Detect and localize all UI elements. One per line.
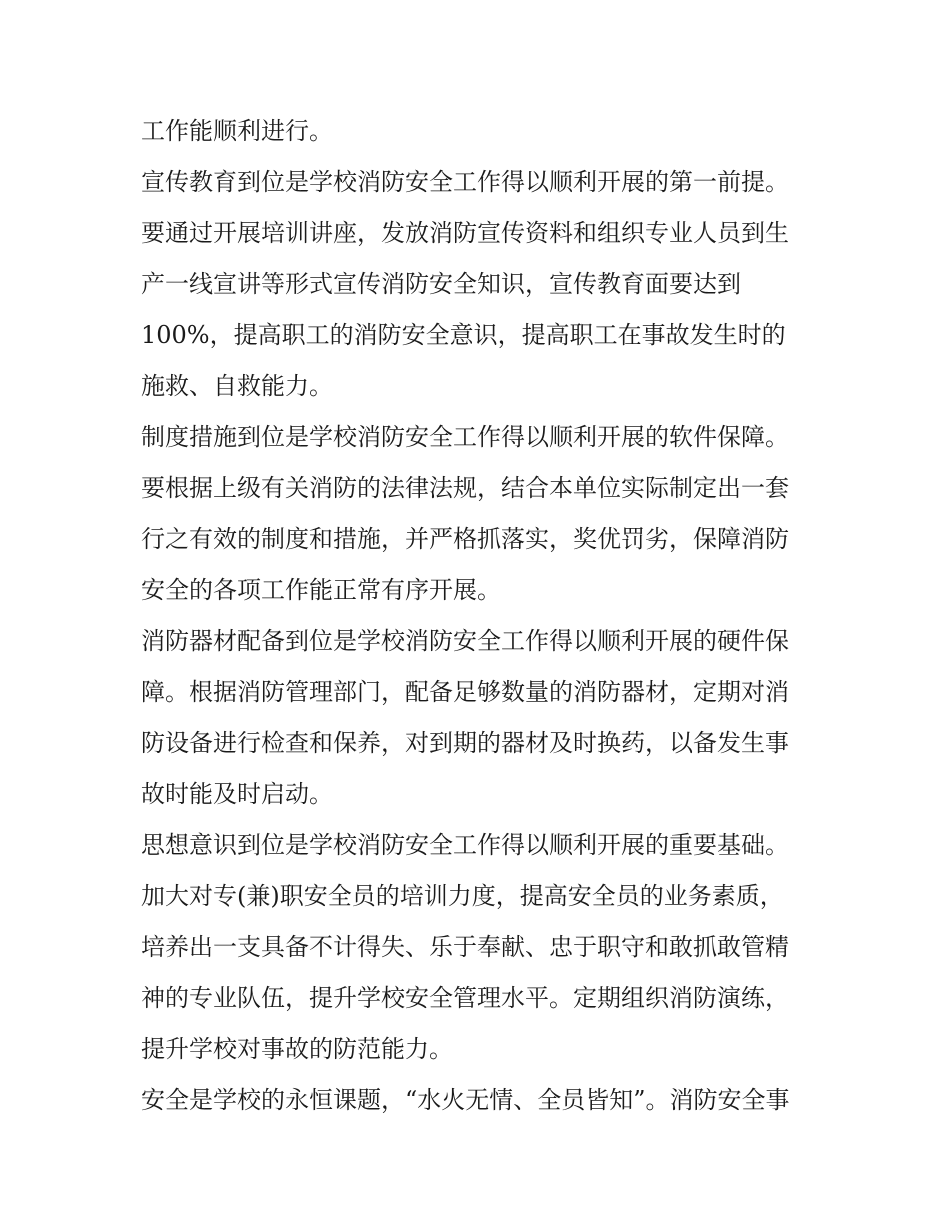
text-line: 行之有效的制度和措施，并严格抓落实，奖优罚劣，保障消防 bbox=[141, 525, 789, 553]
document-body bbox=[141, 106, 831, 1126]
text-line: 障。根据消防管理部门，配备足够数量的消防器材，定期对消 bbox=[141, 678, 789, 706]
text-line: 宣传教育到位是学校消防安全工作得以顺利开展的第一前提。 bbox=[141, 168, 789, 196]
text-line: 100%，提高职工的消防安全意识，提高职工在事故发生时的 bbox=[141, 321, 786, 349]
text-line: 施救、自救能力。 bbox=[141, 372, 333, 400]
text-line: 要根据上级有关消防的法律法规，结合本单位实际制定出一套 bbox=[141, 474, 789, 502]
text-line: 提升学校对事故的防范能力。 bbox=[141, 1035, 453, 1063]
text-line: 安全是学校的永恒课题，“水火无情、全员皆知”。消防安全事 bbox=[141, 1086, 790, 1114]
text-line: 安全的各项工作能正常有序开展。 bbox=[141, 576, 501, 604]
text-line: 消防器材配备到位是学校消防安全工作得以顺利开展的硬件保 bbox=[141, 627, 789, 655]
text-line: 制度措施到位是学校消防安全工作得以顺利开展的软件保障。 bbox=[141, 423, 789, 451]
text-line: 防设备进行检查和保养，对到期的器材及时换药，以备发生事 bbox=[141, 729, 789, 757]
text-line: 故时能及时启动。 bbox=[141, 780, 333, 808]
text-line: 思想意识到位是学校消防安全工作得以顺利开展的重要基础。 bbox=[141, 831, 789, 859]
text-line: 加大对专(兼)职安全员的培训力度，提高安全员的业务素质， bbox=[141, 882, 784, 910]
text-line: 神的专业队伍，提升学校安全管理水平。定期组织消防演练， bbox=[141, 984, 789, 1012]
text-line: 培养出一支具备不计得失、乐于奉献、忠于职守和敢抓敢管精 bbox=[141, 933, 789, 961]
text-line: 产一线宣讲等形式宣传消防安全知识，宣传教育面要达到 bbox=[141, 270, 741, 298]
text-line: 工作能顺利进行。 bbox=[141, 117, 333, 145]
text-line: 要通过开展培训讲座，发放消防宣传资料和组织专业人员到生 bbox=[141, 219, 789, 247]
